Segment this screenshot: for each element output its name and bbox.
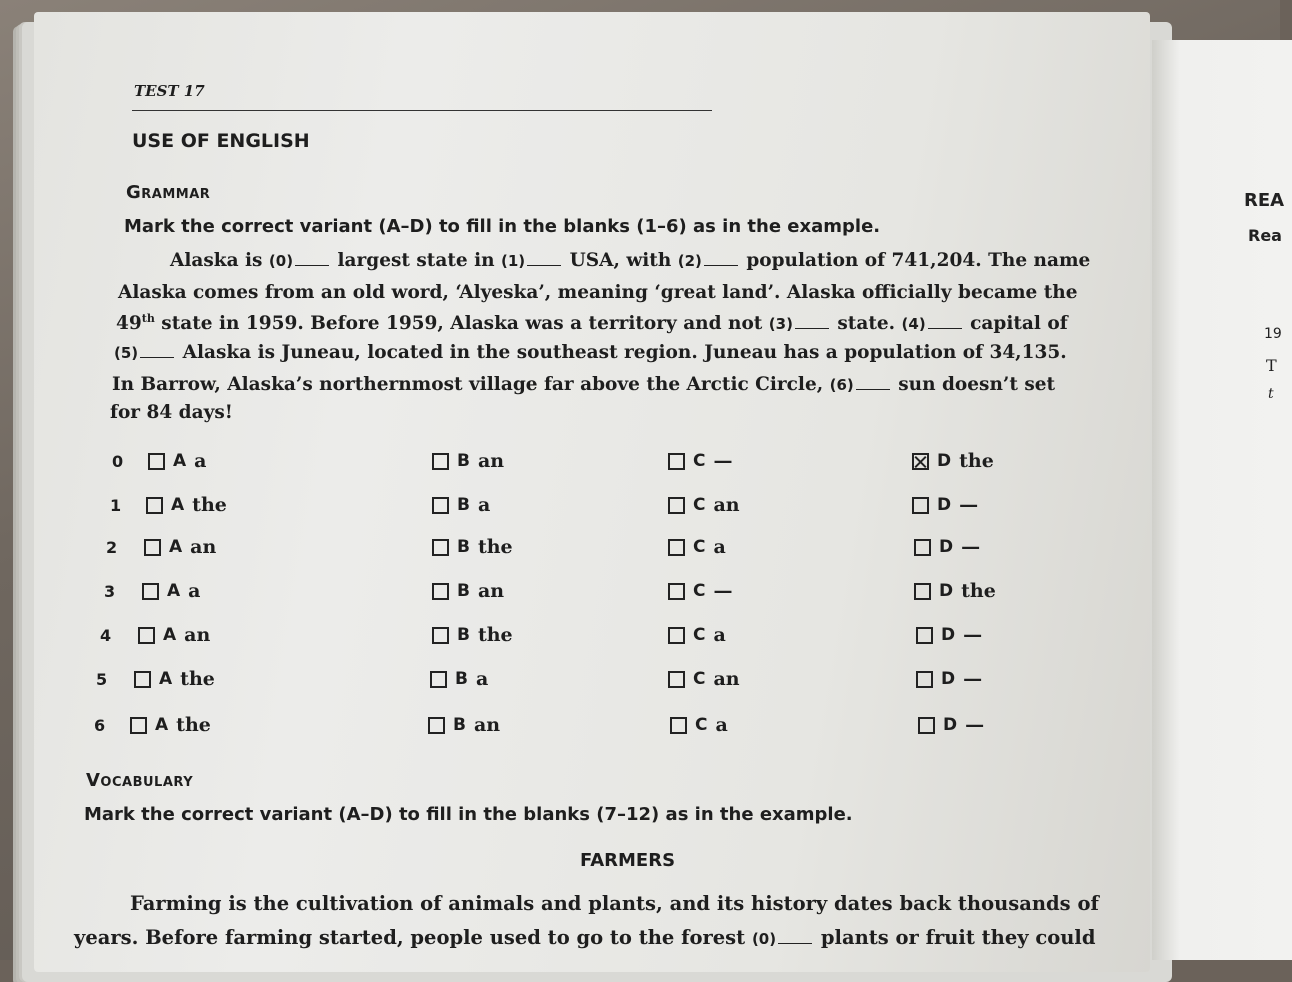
grammar-instruction: Mark the correct variant (A–D) to fill in the blanks (1–6) as in the example.: [124, 216, 881, 237]
checkbox[interactable]: [914, 583, 931, 600]
option-letter: B: [453, 715, 466, 735]
blank-0: [295, 264, 329, 266]
checkbox[interactable]: [918, 717, 935, 734]
checkbox[interactable]: [432, 583, 449, 600]
answer-option-b[interactable]: [432, 450, 504, 472]
option-letter: D: [941, 625, 956, 645]
option-letter: B: [457, 537, 470, 557]
answer-option-c[interactable]: [668, 494, 740, 516]
option-letter: B: [455, 669, 468, 689]
blank-5: [140, 356, 174, 358]
checkbox[interactable]: [144, 539, 161, 556]
answer-option-a[interactable]: [130, 714, 211, 736]
answer-option-b[interactable]: [432, 624, 513, 646]
paragraph-line-2: Alaska comes from an old word, ‘Alyeska’, meaning ‘great land’. Alaska officially became the: [118, 282, 1078, 303]
option-word: the: [176, 714, 211, 736]
answer-option-a[interactable]: [134, 668, 215, 690]
checkbox[interactable]: [432, 453, 449, 470]
option-letter: C: [693, 537, 706, 557]
checkbox[interactable]: [668, 671, 685, 688]
answer-option-c[interactable]: [668, 624, 726, 646]
right-page: [1152, 40, 1292, 960]
option-word: —: [963, 668, 983, 690]
option-letter: B: [457, 581, 470, 601]
paragraph-line-4: (5) Alaska is Juneau, located in the southeast region. Juneau has a population of 34,135.: [114, 342, 1067, 363]
option-word: —: [713, 450, 733, 472]
option-letter: B: [457, 495, 470, 515]
option-word: the: [180, 668, 215, 690]
answer-option-d[interactable]: [912, 450, 994, 472]
question-number: 0: [112, 452, 124, 471]
book-page: [34, 12, 1150, 972]
option-letter: D: [939, 581, 954, 601]
option-word: an: [190, 536, 217, 558]
option-letter: B: [457, 451, 470, 471]
answer-option-a[interactable]: [146, 494, 227, 516]
blank-6: [856, 388, 890, 390]
text-title: FARMERS: [580, 850, 676, 871]
checkbox[interactable]: [146, 497, 163, 514]
option-letter: D: [937, 451, 952, 471]
option-letter: C: [693, 625, 706, 645]
checkbox[interactable]: [430, 671, 447, 688]
question-number: 3: [104, 582, 116, 601]
option-word: a: [715, 714, 728, 736]
option-word: —: [965, 714, 985, 736]
option-word: the: [192, 494, 227, 516]
blank-vocab-0: [778, 942, 812, 944]
blank-4: [928, 327, 962, 329]
option-letter: A: [159, 669, 173, 689]
checkbox[interactable]: [670, 717, 687, 734]
right-page-text-2: t: [1268, 386, 1274, 402]
option-letter: A: [171, 495, 185, 515]
option-word: the: [959, 450, 994, 472]
checkbox[interactable]: [668, 453, 685, 470]
checkbox[interactable]: [668, 583, 685, 600]
answer-option-b[interactable]: [428, 714, 500, 736]
option-word: —: [963, 624, 983, 646]
answer-option-b[interactable]: [430, 668, 488, 690]
blank-3: [795, 327, 829, 329]
checkbox[interactable]: [138, 627, 155, 644]
answer-option-b[interactable]: [432, 494, 490, 516]
checked-checkbox[interactable]: [912, 453, 929, 470]
option-word: a: [188, 580, 201, 602]
option-letter: D: [939, 537, 954, 557]
option-letter: C: [695, 715, 708, 735]
checkbox[interactable]: [916, 627, 933, 644]
right-page-number: 19: [1264, 326, 1282, 342]
option-letter: C: [693, 581, 706, 601]
paragraph-line-1: Alaska is (0) largest state in (1) USA, with (2) population of 741,204. The name: [170, 250, 1091, 271]
answer-option-b[interactable]: [432, 536, 513, 558]
checkbox[interactable]: [142, 583, 159, 600]
option-letter: D: [941, 669, 956, 689]
option-word: an: [184, 624, 211, 646]
option-word: an: [473, 714, 501, 736]
option-letter: C: [693, 669, 706, 689]
checkbox[interactable]: [668, 497, 685, 514]
answer-option-d[interactable]: [916, 624, 982, 646]
right-page-subheading: Rea: [1248, 226, 1282, 245]
checkbox[interactable]: [912, 497, 929, 514]
checkbox[interactable]: [428, 717, 445, 734]
option-letter: C: [693, 495, 706, 515]
answer-option-a[interactable]: [148, 450, 206, 472]
answer-option-a[interactable]: [138, 624, 210, 646]
right-page-heading: REA: [1244, 190, 1285, 211]
answer-option-d[interactable]: [914, 580, 996, 602]
answer-option-d[interactable]: [916, 668, 982, 690]
question-number: 4: [100, 626, 112, 645]
answer-option-c[interactable]: [668, 668, 740, 690]
option-word: an: [477, 580, 505, 602]
answer-option-a[interactable]: [142, 580, 200, 602]
right-page-text-1: T: [1266, 356, 1277, 375]
question-number: 1: [110, 496, 122, 515]
vocabulary-heading: Vocabulary: [86, 770, 194, 791]
answer-option-d[interactable]: [914, 536, 980, 558]
checkbox[interactable]: [916, 671, 933, 688]
answer-option-b[interactable]: [432, 580, 504, 602]
checkbox[interactable]: [148, 453, 165, 470]
checkbox[interactable]: [134, 671, 151, 688]
option-word: the: [477, 624, 513, 646]
option-word: a: [713, 624, 726, 646]
header-rule: [132, 110, 712, 111]
option-word: a: [475, 668, 489, 690]
answer-option-d[interactable]: [918, 714, 984, 736]
option-word: a: [477, 494, 491, 516]
checkbox[interactable]: [432, 627, 449, 644]
blank-1: [527, 264, 561, 266]
answer-option-c[interactable]: [668, 450, 732, 472]
option-word: —: [959, 494, 979, 516]
grammar-heading: Grammar: [126, 182, 211, 203]
option-word: the: [477, 536, 513, 558]
option-word: an: [477, 450, 505, 472]
vocab-paragraph-line-1: Farming is the cultivation of animals and plants, and its history dates back thousands of: [130, 892, 1099, 915]
answer-option-c[interactable]: [670, 714, 728, 736]
checkbox[interactable]: [668, 539, 685, 556]
option-word: —: [961, 536, 981, 558]
option-letter: A: [155, 715, 169, 735]
option-word: a: [194, 450, 207, 472]
answer-option-d[interactable]: [912, 494, 978, 516]
option-letter: D: [943, 715, 958, 735]
option-letter: C: [693, 451, 706, 471]
question-number: 2: [106, 538, 118, 557]
paragraph-line-3: 49th state in 1959. Before 1959, Alaska was a territory and not (3) state. (4) capital of: [116, 312, 1068, 335]
checkbox[interactable]: [130, 717, 147, 734]
test-label: TEST 17: [134, 82, 205, 100]
option-letter: A: [173, 451, 187, 471]
paragraph-line-5: In Barrow, Alaska’s northernmost village far above the Arctic Circle, (6) sun doesn’t set: [112, 374, 1056, 395]
option-letter: A: [169, 537, 183, 557]
answer-option-c[interactable]: [668, 580, 732, 602]
checkbox[interactable]: [432, 497, 449, 514]
vocabulary-instruction: Mark the correct variant (A–D) to fill in the blanks (7–12) as in the example.: [84, 804, 853, 825]
answer-option-a[interactable]: [144, 536, 216, 558]
paragraph-line-6: for 84 days!: [110, 402, 233, 423]
option-word: an: [713, 494, 740, 516]
checkbox[interactable]: [432, 539, 449, 556]
question-number: 5: [96, 670, 108, 689]
answer-option-c[interactable]: [668, 536, 726, 558]
option-word: a: [713, 536, 726, 558]
option-letter: D: [937, 495, 952, 515]
option-word: —: [713, 580, 733, 602]
option-letter: B: [457, 625, 470, 645]
checkbox[interactable]: [668, 627, 685, 644]
vocab-paragraph-line-2: years. Before farming started, people used to go to the forest (0) plants or fruit they could: [74, 926, 1096, 949]
option-letter: A: [163, 625, 177, 645]
option-letter: A: [167, 581, 181, 601]
question-number: 6: [94, 716, 106, 735]
option-word: an: [713, 668, 740, 690]
section-title: USE OF ENGLISH: [132, 130, 310, 152]
checkbox[interactable]: [914, 539, 931, 556]
option-word: the: [961, 580, 996, 602]
blank-2: [704, 264, 738, 266]
